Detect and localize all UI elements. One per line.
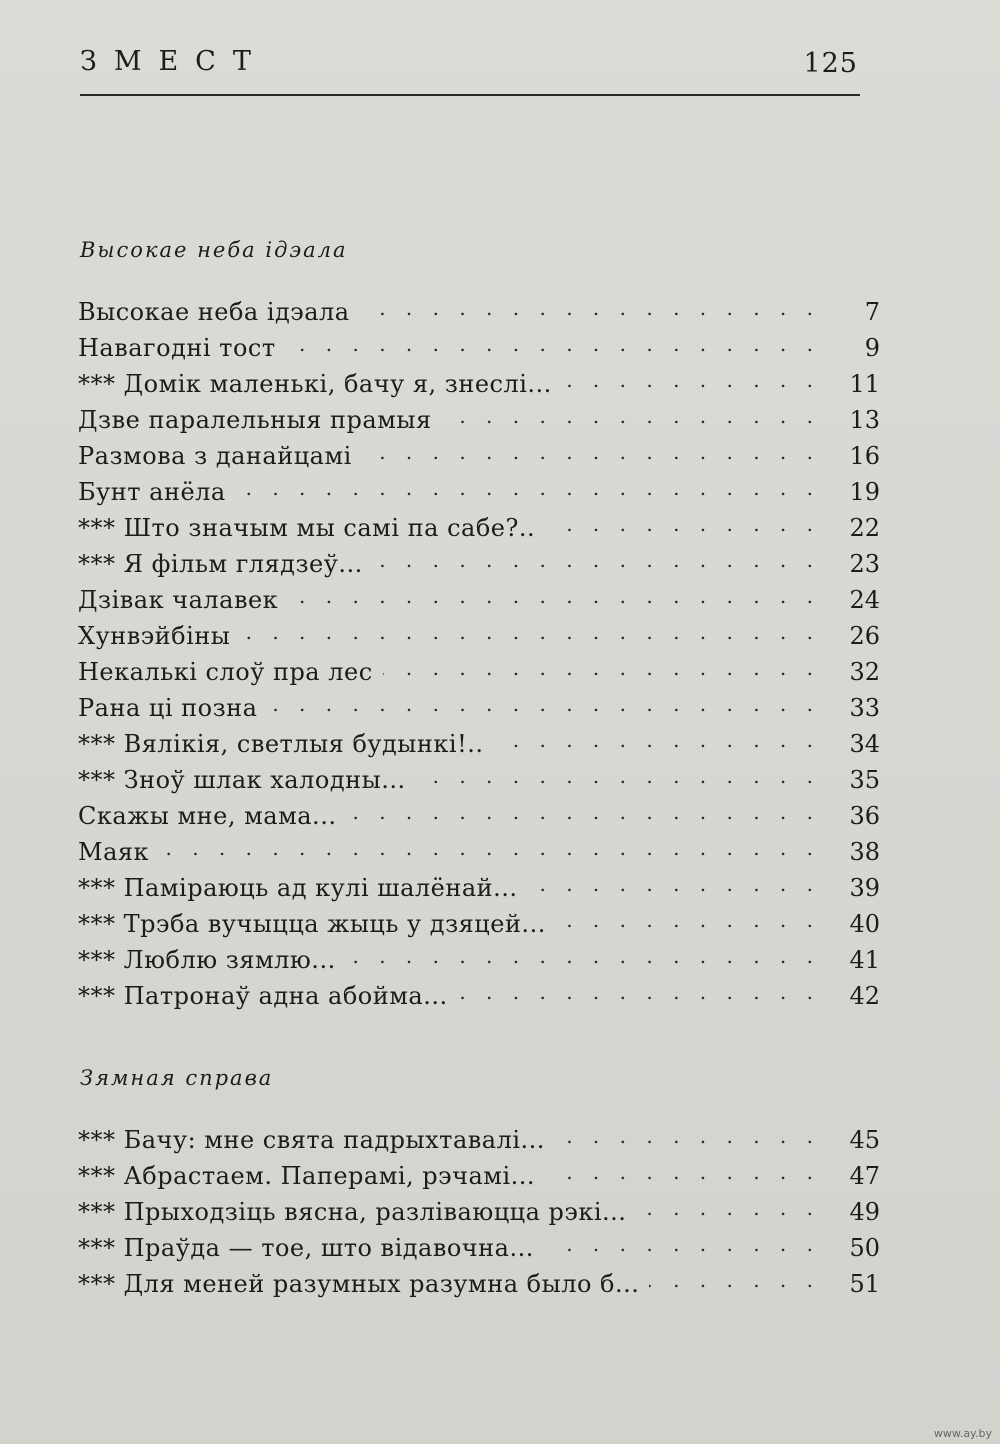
- toc-entry[interactable]: [78, 980, 880, 1016]
- toc-entry-page: 26: [849, 622, 880, 650]
- toc-entry-title: *** Зноў шлак халодны...: [78, 766, 406, 794]
- leader-dots: [636, 1196, 822, 1220]
- toc-entry[interactable]: [78, 332, 880, 368]
- leader-dots: [240, 620, 822, 644]
- toc-entry-title: *** Вялікія, светлыя будынкі!..: [78, 730, 484, 758]
- toc-entry-page: 13: [849, 406, 880, 434]
- toc-entry-page: 36: [849, 802, 880, 830]
- toc-entry[interactable]: [78, 944, 880, 980]
- leader-dots: [544, 1232, 822, 1256]
- toc-entry[interactable]: [78, 800, 880, 836]
- leader-dots: [159, 836, 822, 860]
- toc-entry-page: 9: [864, 334, 880, 362]
- leader-dots: [555, 1124, 822, 1148]
- leader-dots: [383, 656, 822, 680]
- page-title: ЗМЕСТ: [80, 46, 268, 77]
- toc-entry-page: 50: [849, 1234, 880, 1262]
- toc-entry-title: *** Праўда — тое, што відавочна...: [78, 1234, 534, 1262]
- toc-entry-page: 19: [849, 478, 880, 506]
- toc-entry-title: Скажы мне, мама...: [78, 802, 337, 830]
- toc-entry[interactable]: [78, 548, 880, 584]
- toc-entry-page: 49: [849, 1198, 880, 1226]
- toc-entry-title: Рана ці позна: [78, 694, 258, 722]
- leader-dots: [362, 440, 822, 464]
- toc-entry[interactable]: [78, 692, 880, 728]
- toc-entry[interactable]: [78, 440, 880, 476]
- toc-entry-page: 23: [849, 550, 880, 578]
- watermark: www.ay.by: [933, 1427, 992, 1440]
- toc-entry-title: *** Трэба вучыцца жыць у дзяцей...: [78, 910, 546, 938]
- leader-dots: [493, 728, 822, 752]
- section-title: Высокае неба ідэала: [80, 238, 348, 262]
- toc-entry-title: Навагодні тост: [78, 334, 276, 362]
- toc-entry[interactable]: [78, 404, 880, 440]
- toc-entry-page: 32: [849, 658, 880, 686]
- toc-entry-title: Некалькі слоў пра лес: [78, 658, 373, 686]
- toc-entry-title: Размова з данайцамі: [78, 442, 352, 470]
- toc-entry-title: *** Патронаў адна абойма...: [78, 982, 448, 1010]
- toc-list: [78, 1124, 880, 1304]
- toc-entry[interactable]: [78, 368, 880, 404]
- toc-entry-title: *** Паміраюць ад кулі шалёнай...: [78, 874, 518, 902]
- leader-dots: [556, 908, 822, 932]
- toc-entry[interactable]: [78, 728, 880, 764]
- leader-dots: [360, 296, 822, 320]
- toc-entry-page: 35: [849, 766, 880, 794]
- toc-entry-title: Высокае неба ідэала: [78, 298, 350, 326]
- toc-entry-title: *** Прыходзіць вясна, разліваюцца рэкі...: [78, 1198, 627, 1226]
- toc-entry-page: 51: [849, 1270, 880, 1298]
- leader-dots: [528, 872, 822, 896]
- toc-entry[interactable]: [78, 908, 880, 944]
- leader-dots: [416, 764, 822, 788]
- toc-entry-title: *** Што значым мы самі па сабе?..: [78, 514, 536, 542]
- leader-dots: [236, 476, 822, 500]
- leader-dots: [442, 404, 822, 428]
- leader-dots: [562, 368, 822, 392]
- toc-entry[interactable]: [78, 296, 880, 332]
- toc-entry[interactable]: [78, 620, 880, 656]
- toc-entry[interactable]: [78, 476, 880, 512]
- toc-entry[interactable]: [78, 1160, 880, 1196]
- leader-dots: [458, 980, 822, 1004]
- toc-entry-title: Дзве паралельныя прамыя: [78, 406, 432, 434]
- leader-dots: [346, 800, 822, 824]
- toc-entry[interactable]: [78, 764, 880, 800]
- toc-entry-page: 38: [849, 838, 880, 866]
- toc-entry-title: Хунвэйбіны: [78, 622, 231, 650]
- toc-entry-page: 34: [849, 730, 880, 758]
- toc-list: [78, 296, 880, 1016]
- toc-entry-page: 42: [849, 982, 880, 1010]
- toc-entry-page: 11: [849, 370, 880, 398]
- toc-entry[interactable]: [78, 584, 880, 620]
- section-title: Зямная справа: [80, 1066, 274, 1090]
- leader-dots: [373, 548, 822, 572]
- leader-dots: [267, 692, 822, 716]
- toc-entry-page: 16: [849, 442, 880, 470]
- toc-entry-title: *** Домік маленькі, бачу я, знеслі...: [78, 370, 552, 398]
- page-header: [80, 40, 860, 96]
- toc-entry[interactable]: [78, 1268, 880, 1304]
- toc-entry-page: 45: [849, 1126, 880, 1154]
- toc-entry-title: *** Я фільм глядзеў...: [78, 550, 363, 578]
- toc-entry[interactable]: [78, 1196, 880, 1232]
- toc-entry[interactable]: [78, 1232, 880, 1268]
- toc-entry[interactable]: [78, 512, 880, 548]
- leader-dots: [649, 1268, 822, 1292]
- toc-entry-page: 22: [849, 514, 880, 542]
- toc-entry-page: 40: [849, 910, 880, 938]
- toc-entry-title: *** Люблю зямлю...: [78, 946, 336, 974]
- toc-entry-title: Дзівак чалавек: [78, 586, 279, 614]
- toc-entry-title: *** Бачу: мне свята падрыхтавалі...: [78, 1126, 545, 1154]
- toc-entry-page: 47: [849, 1162, 880, 1190]
- toc-entry-page: 24: [849, 586, 880, 614]
- toc-entry-title: Маяк: [78, 838, 150, 866]
- leader-dots: [346, 944, 822, 968]
- toc-entry-page: 39: [849, 874, 880, 902]
- toc-entry-title: *** Для меней разумных разумна было б...: [78, 1270, 640, 1298]
- leader-dots: [545, 1160, 822, 1184]
- toc-entry[interactable]: [78, 872, 880, 908]
- leader-dots: [286, 332, 822, 356]
- toc-entry-title: *** Абрастаем. Паперамі, рэчамі...: [78, 1162, 536, 1190]
- toc-entry[interactable]: [78, 1124, 880, 1160]
- toc-entry-page: 33: [849, 694, 880, 722]
- page-number: 125: [803, 48, 858, 79]
- leader-dots: [545, 512, 822, 536]
- toc-entry-title: Бунт анёла: [78, 478, 226, 506]
- toc-entry-page: 7: [864, 298, 880, 326]
- toc-entry-page: 41: [849, 946, 880, 974]
- toc-entry[interactable]: [78, 836, 880, 872]
- leader-dots: [288, 584, 822, 608]
- toc-entry[interactable]: [78, 656, 880, 692]
